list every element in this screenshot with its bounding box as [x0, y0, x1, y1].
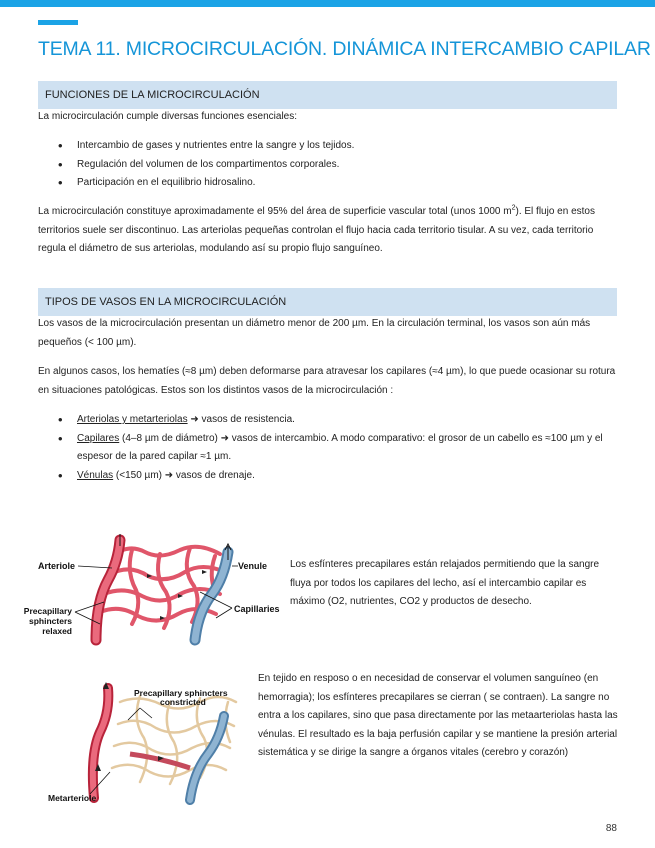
term-description: ➜ vasos de resistencia. [187, 414, 295, 425]
vessel-types-list [58, 411, 618, 485]
top-accent-bar [0, 0, 655, 7]
capillaries-label: Capillaries [234, 604, 280, 614]
venule-vessel-fill [190, 716, 224, 800]
title-accent-mark [38, 20, 78, 25]
term: Vénulas [77, 469, 114, 481]
paragraph-text: La microcirculación constituye aproximadamente el 95% del área de superficie vascular total (unos 1000 m [38, 206, 512, 217]
term: Capilares [77, 432, 120, 444]
figure2-caption: En tejido en resposo o en necesidad de conservar el volumen sanguíneo (en hemorragia); los esfínteres precapilares se cierran ( se contraen). La sangre no entra a los capilares, sino que pasa directamente por las metaarteriolas hasta las vénulas. El resultado es la baja perfusión capilar y se mantiene la presión arterial sistemática y se dirige la sangre a órganos vitales (cerebro y corazón) [258, 673, 618, 758]
capillary-bed-relaxed-diagram [20, 532, 290, 647]
microcirculation-paragraph [38, 203, 617, 259]
vessel-types-paragraph-1: Los vasos de la microcirculación presentan un diámetro menor de 200 µm. En la circulación terminal, los vasos son aún más pequeños (< 100 µm). [38, 318, 591, 348]
list-item [58, 430, 618, 467]
superscript: 2 [511, 204, 516, 212]
sphincters-label-line-3: relaxed [42, 626, 72, 636]
page-title: TEMA 11. MICROCIRCULACIÓN. DINÁMICA INTERCAMBIO CAPILAR [38, 38, 651, 60]
paragraph-text: ). El flujo en estos territorios suele ser discontinuo. Las arteriolas pequeñas controlan el flujo hacia cada territorio tisular. A su vez, cada territorio regula el diámetro de sus arteriolas, modulando así su propio flujo sanguíneo. [38, 206, 595, 254]
term-description: (<150 µm) ➜ vasos de drenaje. [113, 469, 255, 481]
capillary-bed-constricted-diagram [40, 672, 255, 807]
list-item [58, 467, 618, 486]
list-item: • Intercambio de gases y nutrientes entre la sangre y los tejidos. [58, 137, 618, 156]
sphincters-label-line-1: Precapillary [23, 606, 72, 616]
term: Arteriolas y metarteriolas [77, 414, 188, 425]
list-item: • Participación en el equilibrio hidrosalino. [58, 174, 618, 193]
sphincters-label-line-2: constricted [160, 697, 206, 707]
functions-intro: La microcirculación cumple diversas funciones esenciales: [38, 111, 298, 122]
functions-list [58, 137, 618, 193]
section-heading-vessel-types: TIPOS DE VASOS EN LA MICROCIRCULACIÓN [38, 288, 617, 316]
figure1-caption: Los esfínteres precapilares están relajados permitiendo que la sangre fluya por todos los capilares del lecho, así el intercambio capilar es máximo (O2, nutrientes, CO2 y productos de desecho. [290, 559, 600, 607]
section-heading-functions: FUNCIONES DE LA MICROCIRCULACIÓN [38, 81, 617, 109]
venule-label: Venule [238, 561, 268, 571]
sphincters-label-line-1: Precapillary sphincters [134, 688, 228, 698]
vessel-types-paragraph-2: En algunos casos, los hematíes (≈8 µm) deben deformarse para atravesar los capilares (≈4 µm), lo que puede ocasionar su rotura en situaciones patológicas. Estos son los distintos vasos de la microcirculación : [38, 366, 616, 396]
arteriole-label: Arteriole [38, 561, 76, 571]
metarteriole-label: Metarteriole [48, 793, 97, 803]
list-item: • Regulación del volumen de los compartimentos corporales. [58, 156, 618, 175]
term-description: (4–8 µm de diámetro) ➜ vasos de intercambio. A modo comparativo: el grosor de un cabello es ≈100 µm y el espesor de la pared capilar ≈1 µm. [77, 432, 603, 462]
sphincters-label-line-2: sphincters [29, 616, 72, 626]
page-number: 88 [605, 823, 617, 834]
list-item [58, 411, 618, 430]
